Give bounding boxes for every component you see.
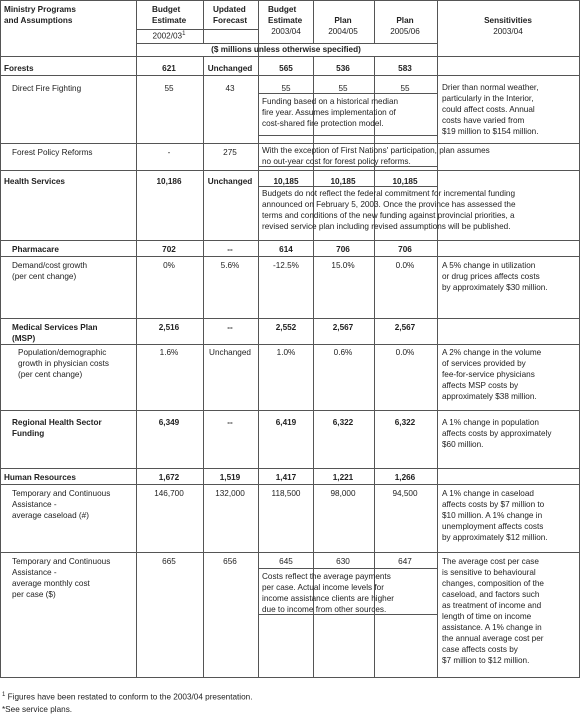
sensitivity-direct-fire: $19 million to $154 million. <box>442 127 539 136</box>
value-cell: 10,185 <box>330 177 356 186</box>
header-updated-forecast: Forecast <box>213 16 248 25</box>
value-cell: 5.6% <box>220 261 240 270</box>
sensitivity-regional: $60 million. <box>442 440 484 449</box>
row-monthly-cost: Temporary and Continuous <box>12 557 111 566</box>
footnote-1-text: Figures have been restated to conform to the 2003/04 presentation. <box>5 692 253 702</box>
value-cell: 6,322 <box>394 418 416 427</box>
value-cell: 0.6% <box>333 348 353 357</box>
row-caseload: Assistance - <box>12 500 57 509</box>
table-rule <box>437 568 438 615</box>
value-cell: 0.0% <box>395 261 415 270</box>
header-year-2002: $2002/03^1$ <box>152 31 186 41</box>
value-cell: 10,185 <box>392 177 418 186</box>
sensitivity-direct-fire: particularly in the Interior, <box>442 94 534 103</box>
value-cell: 10,186 <box>156 177 182 186</box>
value-cell: 702 <box>162 245 176 254</box>
row-direct-fire: Direct Fire Fighting <box>12 84 82 93</box>
row-msp: (MSP) <box>12 334 36 343</box>
header-updated-forecast: Updated <box>213 5 246 14</box>
sensitivity-msp: of services provided by <box>442 359 526 368</box>
sensitivity-monthly-cost: length of time on income <box>442 612 532 621</box>
footnote-2: *See service plans. <box>2 705 73 714</box>
row-pharmacare: Pharmacare <box>12 245 59 254</box>
value-cell: 1,519 <box>219 473 241 482</box>
value-cell: 656 <box>223 557 237 566</box>
value-cell: 275 <box>223 148 237 157</box>
sensitivity-caseload: unemployment affects costs <box>442 522 544 531</box>
value-cell: 706 <box>336 245 350 254</box>
sensitivity-direct-fire: could affect costs. Annual <box>442 105 535 114</box>
sensitivity-pharmacare: by approximately $30 million. <box>442 283 548 292</box>
note-direct-fire: fire year. Assumes implementation of <box>262 108 396 117</box>
row-regional-health: Regional Health Sector <box>12 418 102 427</box>
table-rule <box>437 93 438 136</box>
value-cell: 621 <box>162 64 176 73</box>
value-cell: 55 <box>338 84 348 93</box>
table-rule <box>258 135 437 136</box>
value-cell: 645 <box>279 557 293 566</box>
sensitivity-monthly-cost: is sensitive to behavioural <box>442 568 536 577</box>
value-cell: Unchanged <box>209 348 251 357</box>
row-population-growth: growth in physician costs <box>18 359 110 368</box>
sensitivity-pharmacare: A 5% change in utilization <box>442 261 536 270</box>
note-forest-policy: With the exception of First Nations' participation, plan assumes <box>262 146 490 155</box>
value-cell: 55 <box>400 84 410 93</box>
header-plan-1-year: 2004/05 <box>328 27 358 36</box>
row-caseload: average caseload (#) <box>12 511 89 520</box>
value-cell: 6,349 <box>158 418 180 427</box>
sensitivity-caseload: by approximately $12 million. <box>442 533 548 542</box>
value-cell: Unchanged <box>207 64 253 73</box>
value-cell: 0% <box>163 261 175 270</box>
row-monthly-cost: average monthly cost <box>12 579 90 588</box>
value-cell: 1.6% <box>159 348 179 357</box>
note-direct-fire: cost-shared fire protection model. <box>262 119 384 128</box>
value-cell: 647 <box>398 557 412 566</box>
sensitivity-regional: A 1% change in population <box>442 418 539 427</box>
header-plan-2-year: 2005/06 <box>390 27 420 36</box>
value-cell: -- <box>227 323 233 332</box>
value-cell: Unchanged <box>207 177 253 186</box>
header-budget-2003: Budget <box>268 5 297 14</box>
table-rule <box>136 0 137 56</box>
value-cell: 2,567 <box>332 323 354 332</box>
value-cell: - <box>167 148 171 157</box>
header-budget-2003: Estimate <box>268 16 303 25</box>
header-plan-2: Plan <box>396 16 414 25</box>
header-sensitivities: Sensitivities <box>484 16 532 25</box>
header-plan-1: Plan <box>334 16 352 25</box>
value-cell: -- <box>227 418 233 427</box>
sensitivity-caseload: $10 million. A 1% change in <box>442 511 543 520</box>
note-health: terms and conditions of the new funding against provincial priorities, a <box>262 211 515 220</box>
sensitivity-monthly-cost: The average cost per case <box>442 557 539 566</box>
section-health: Health Services <box>4 177 65 186</box>
table-rule <box>258 93 259 135</box>
footnote-1-mark: 1 <box>2 692 6 698</box>
header-year-sup: 1 <box>182 31 186 37</box>
row-monthly-cost: per case ($) <box>12 590 56 599</box>
value-cell: 6,322 <box>332 418 354 427</box>
value-cell: 665 <box>162 557 176 566</box>
row-population-growth: (per cent change) <box>18 370 83 379</box>
header-programs: Ministry Programs <box>4 5 76 14</box>
header-budget-estimate: Budget <box>152 5 181 14</box>
section-human-resources: Human Resources <box>4 473 76 482</box>
row-regional-health: Funding <box>12 429 45 438</box>
value-cell: 536 <box>336 64 350 73</box>
value-cell: 118,500 <box>271 489 301 498</box>
note-health: revised service plan including revised assumptions will be published. <box>262 222 511 231</box>
sensitivity-monthly-cost: case affects costs by <box>442 645 518 654</box>
table-rule <box>0 468 580 469</box>
row-msp: Medical Services Plan <box>12 323 98 332</box>
table-rule <box>258 186 259 240</box>
table-rule <box>0 344 580 345</box>
row-forest-policy: Forest Policy Reforms <box>12 148 93 157</box>
value-cell: 6,419 <box>275 418 297 427</box>
footnote-1 <box>2 690 253 703</box>
table-rule <box>0 484 580 485</box>
value-cell: 630 <box>336 557 350 566</box>
table-rule <box>0 170 580 171</box>
note-health: Budgets do not reflect the federal commitment for incremental funding <box>262 189 516 198</box>
header-units: ($ millions unless otherwise specified) <box>211 45 361 54</box>
note-monthly-cost: due to income from other sources. <box>262 605 387 614</box>
sensitivity-monthly-cost: changes, composition of the <box>442 579 544 588</box>
row-population-growth: Population/demographic <box>18 348 107 357</box>
sensitivity-msp: fee-for-service physicians <box>442 370 535 379</box>
value-cell: 55 <box>281 84 291 93</box>
table-rule <box>258 568 259 614</box>
value-cell: 2,552 <box>275 323 297 332</box>
sensitivity-msp: approximately $38 million. <box>442 392 537 401</box>
value-cell: -12.5% <box>273 261 299 270</box>
sensitivity-pharmacare: or drug prices affects costs <box>442 272 540 281</box>
sensitivity-monthly-cost: the annual average cost per <box>442 634 544 643</box>
sensitivity-monthly-cost: $7 million to $12 million. <box>442 656 530 665</box>
row-caseload: Temporary and Continuous <box>12 489 111 498</box>
sensitivity-msp: A 2% change in the volume <box>442 348 542 357</box>
value-cell: 1.0% <box>276 348 296 357</box>
value-cell: 614 <box>279 245 293 254</box>
sensitivity-monthly-cost: assistance. A 1% change in <box>442 623 542 632</box>
value-cell: 98,000 <box>330 489 356 498</box>
value-cell: 2,516 <box>158 323 180 332</box>
row-demand-cost: (per cent change) <box>12 272 77 281</box>
value-cell: 94,500 <box>392 489 418 498</box>
note-health: announced on February 5, 2003. Once the province has assessed the <box>262 200 516 209</box>
value-cell: 43 <box>225 84 235 93</box>
sensitivity-caseload: A 1% change in caseload <box>442 489 534 498</box>
header-budget-estimate: Estimate <box>152 16 187 25</box>
sensitivity-direct-fire: costs have varied from <box>442 116 525 125</box>
value-cell: 15.0% <box>331 261 355 270</box>
value-cell: 706 <box>398 245 412 254</box>
value-cell: 1,417 <box>275 473 297 482</box>
table-rule <box>0 256 580 257</box>
row-demand-cost: Demand/cost growth <box>12 261 88 270</box>
section-forests: Forests <box>4 64 34 73</box>
value-cell: 583 <box>398 64 412 73</box>
header-programs: and Assumptions <box>4 16 73 25</box>
table-rule <box>0 240 580 241</box>
note-monthly-cost: income assistance clients are higher <box>262 594 394 603</box>
value-cell: 0.0% <box>395 348 415 357</box>
sensitivity-regional: affects costs by approximately <box>442 429 552 438</box>
table-rule <box>0 410 580 411</box>
value-cell: 132,000 <box>215 489 245 498</box>
value-cell: 146,700 <box>154 489 184 498</box>
value-cell: -- <box>227 245 233 254</box>
table-rule <box>0 552 580 553</box>
note-direct-fire: Funding based on a historical median <box>262 97 399 106</box>
note-forest-policy: no out-year cost for forest policy reforms. <box>262 157 411 166</box>
value-cell: 1,266 <box>394 473 416 482</box>
value-cell: 565 <box>279 64 293 73</box>
table-rule <box>0 56 580 57</box>
table-rule <box>258 568 437 569</box>
row-monthly-cost: Assistance - <box>12 568 57 577</box>
sensitivity-direct-fire: Drier than normal weather, <box>442 83 539 92</box>
value-cell: 10,185 <box>273 177 299 186</box>
table-rule <box>0 318 580 319</box>
value-cell: 2,567 <box>394 323 416 332</box>
note-monthly-cost: Costs reflect the average payments <box>262 572 391 581</box>
sensitivity-caseload: affects costs by $7 million to <box>442 500 545 509</box>
table-rule <box>258 143 437 144</box>
value-cell: 55 <box>164 84 174 93</box>
header-sensitivities-year: 2003/04 <box>493 27 523 36</box>
value-cell: 1,672 <box>158 473 180 482</box>
sensitivity-monthly-cost: caseload, and factors such <box>442 590 540 599</box>
header-year-2003: 2003/04 <box>271 27 301 36</box>
sensitivity-msp: affects MSP costs by <box>442 381 519 390</box>
table-rule <box>0 75 580 76</box>
note-monthly-cost: per case. Actual income levels for <box>262 583 384 592</box>
value-cell: 1,221 <box>332 473 354 482</box>
sensitivity-monthly-cost: as treatment of income and <box>442 601 542 610</box>
